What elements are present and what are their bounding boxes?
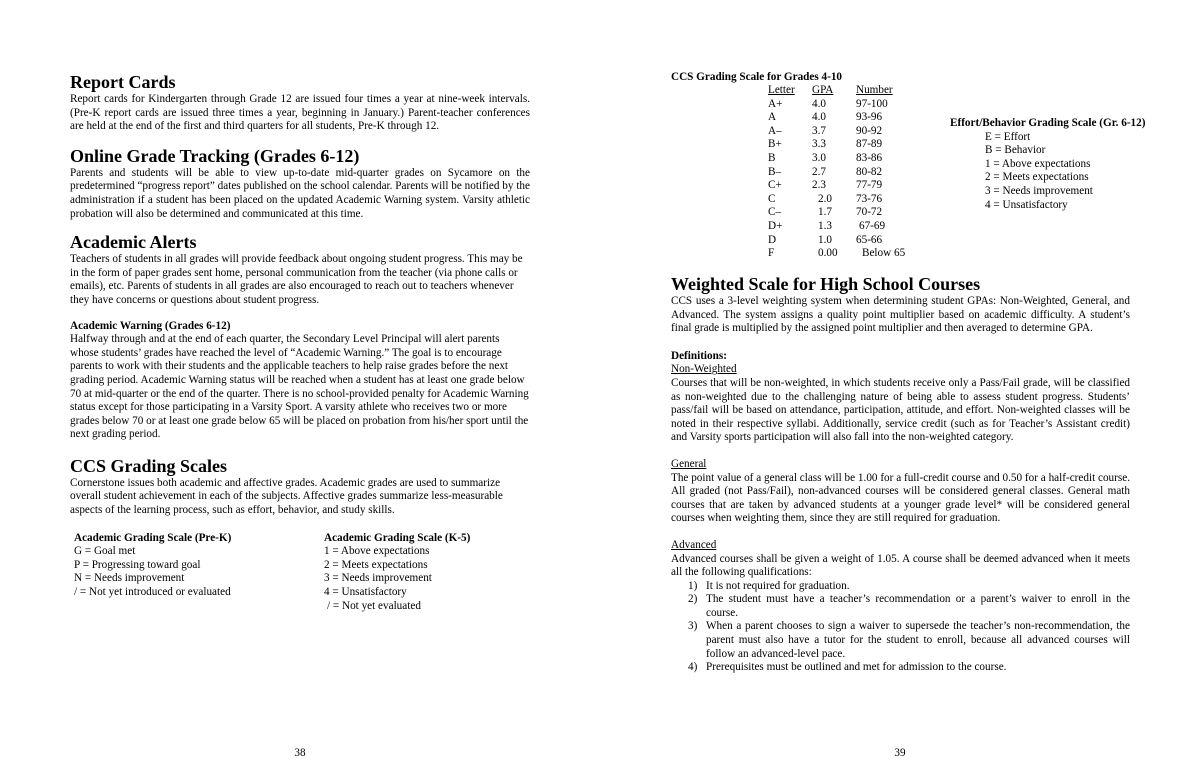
- k5-scale-item: 1 = Above expectations: [324, 545, 430, 558]
- grading-scales-body: Cornerstone issues both academic and affective grades. Academic grades are used to summarize overall student achievement in each of the subjects. Affective grades summarize less-measurable aspects of the learning process, such as effort, behavior, and study skills.: [70, 476, 503, 517]
- academic-warning-body: Halfway through and at the end of each quarter, the Secondary Level Principal will alert parents whose students’ grades have reached the level of “Academic Warning.” The goal is to encourage parents to work with their students and the applicable teachers to help raise grades before the next grading period. Academic Warning status will be reached when a student has at least one grade below 70 at mid-quarter or the end of the quarter. There is no school-provided penalty for Academic Warning status except for those participating in a Varsity Sport. A varsity athlete who receives two or more grades below 70 or at least one grade below 65 will be placed on probation from his/her sport until the next grading period.: [70, 333, 529, 441]
- column-header: Number: [856, 84, 893, 96]
- table-row: [768, 220, 905, 234]
- table-row: [768, 193, 905, 207]
- table-row: [768, 206, 905, 220]
- effort-scale-item: 1 = Above expectations: [985, 157, 1091, 170]
- letter-cell: A: [768, 111, 777, 124]
- number-cell: 83-86: [856, 151, 883, 164]
- table-row: [768, 111, 905, 125]
- list-text: The student must have a teacher’s recommendation or a parent’s waiver to enroll in the course.: [706, 593, 1130, 619]
- k5-scale-item: 4 = Unsatisfactory: [324, 586, 407, 599]
- number-cell: 97-100: [856, 97, 888, 110]
- column-header: Letter: [768, 84, 795, 96]
- number-cell: 70-72: [856, 206, 883, 219]
- table-row: [768, 138, 905, 152]
- prek-scale-item: P = Progressing toward goal: [74, 558, 201, 571]
- grading-scales-heading: CCS Grading Scales: [70, 455, 228, 476]
- table-header-row: [768, 84, 905, 98]
- online-tracking-body: Parents and students will be able to view up-to-date mid-quarter grades on Sycamore on the predetermined “progress report” dates published on the school calendar. Parents will be notified by the administration if a student has been placed on the updated Academic Warning system. Varsity athletic probation will also be determined and communicated at this time.: [70, 166, 530, 220]
- right-page: [600, 0, 1200, 776]
- effort-scale-item: 2 = Meets expectations: [985, 171, 1089, 184]
- letter-cell: D+: [768, 219, 783, 232]
- online-tracking-heading: Online Grade Tracking (Grades 6-12): [70, 145, 360, 166]
- gpa-cell: 1.3: [818, 219, 832, 232]
- prek-scale-item: / = Not yet introduced or evaluated: [74, 586, 231, 599]
- column-header: GPA: [812, 84, 834, 96]
- gpa-cell: 3.0: [812, 151, 826, 164]
- number-cell: Below 65: [862, 247, 906, 260]
- k5-scale-item: 3 = Needs improvement: [324, 572, 432, 585]
- advanced-title: Advanced: [671, 538, 717, 551]
- non-weighted-body: Courses that will be non-weighted, in which students receive only a Pass/Fail grade, will be classified as non-weighted due to the challenging nature of being able to assess student progress. Students’ pass/fail will be based on attendance, participation, attitude, and effort. Non-weighted classes will be noted in their respective syllabi. Additionally, service credit (such as for Teacher’s Assistant credit) and Varsity sports participation will also fall into the non-weighted category.: [671, 376, 1130, 444]
- effort-scale: [950, 117, 1170, 212]
- k5-scale-item: / = Not yet evaluated: [327, 599, 421, 612]
- number-cell: 65-66: [856, 233, 883, 246]
- gpa-cell: 4.0: [812, 97, 826, 110]
- report-cards-body: Report cards for Kindergarten through Grade 12 are issued four times a year at nine-week intervals. (Pre-K report cards are issued three times a year, beginning in January.) Parent-teacher conferences are held at the end of the first and third quarters for all students, Pre-K through 12.: [70, 93, 530, 133]
- list-text: It is not required for graduation.: [706, 579, 850, 592]
- gpa-cell: 2.7: [812, 165, 826, 178]
- table-row: [768, 125, 905, 139]
- effort-scale-item: 4 = Unsatisfactory: [985, 198, 1068, 211]
- table-row: [768, 247, 905, 261]
- letter-cell: B–: [768, 165, 782, 178]
- list-item: [671, 620, 1130, 661]
- letter-cell: B+: [768, 138, 782, 151]
- letter-cell: C+: [768, 179, 782, 192]
- list-number: 2): [688, 593, 698, 606]
- list-number: 4): [688, 661, 698, 674]
- letter-cell: B: [768, 151, 776, 164]
- gpa-cell: 3.7: [812, 124, 826, 137]
- table-row: [768, 166, 905, 180]
- gpa-cell: 0.00: [818, 247, 838, 260]
- gpa-cell: 3.3: [812, 138, 826, 151]
- list-number: 1): [688, 579, 698, 592]
- non-weighted-title: Non-Weighted: [671, 363, 737, 376]
- advanced-body: Advanced courses shall be given a weight of 1.05. A course shall be deemed advanced when it meets all the following qualifications:: [671, 552, 1130, 579]
- general-title: General: [671, 457, 707, 470]
- prek-scale: [74, 532, 314, 600]
- letter-cell: C: [768, 192, 776, 205]
- academic-alerts-body: Teachers of students in all grades will provide feedback about ongoing student progress. This may be in the form of paper grades sent home, personal communication from the teacher (via phone calls or emails), etc. Parents of students in all grades are also encouraged to reach out to teachers whenever they have concerns or questions about student progress.: [70, 253, 523, 306]
- advanced-qualifications-list: [671, 580, 1130, 675]
- page-number: 38: [294, 747, 306, 759]
- academic-warning-heading: Academic Warning (Grades 6-12): [70, 319, 231, 332]
- number-cell: 73-76: [856, 192, 883, 205]
- number-cell: 93-96: [856, 111, 883, 124]
- grading-scale-table: [768, 84, 905, 261]
- gpa-cell: 1.0: [818, 233, 832, 246]
- gpa-cell: 4.0: [812, 111, 826, 124]
- academic-alerts-heading: Academic Alerts: [70, 232, 197, 253]
- list-item: [671, 593, 1130, 620]
- page-number: 39: [894, 747, 906, 759]
- weighted-body: CCS uses a 3-level weighting system when determining student GPAs: Non-Weighted, General, and Advanced. The system assigns a quality point multiplier based on academic difficulty. A student’s final grade is multiplied by the assigned point multiplier and then averaged to determine GPA.: [671, 295, 1130, 335]
- number-cell: 67-69: [859, 219, 886, 232]
- scales-block: [70, 532, 530, 612]
- gpa-cell: 1.7: [818, 206, 832, 219]
- letter-cell: F: [768, 247, 775, 260]
- letter-cell: A–: [768, 124, 782, 137]
- table-row: [768, 179, 905, 193]
- list-item: [671, 661, 1130, 675]
- right-column: [671, 273, 1130, 675]
- effort-scale-item: E = Effort: [985, 130, 1031, 143]
- table-row: [768, 234, 905, 248]
- table-row: [768, 98, 905, 112]
- grading-scale-4-10-title: CCS Grading Scale for Grades 4-10: [671, 71, 843, 83]
- general-body: The point value of a general class will be 1.00 for a full-credit course and 0.50 for a half-credit course. All graded (not Pass/Fail), non-advanced courses will be considered general classes. General math courses that are taken by advanced students at a younger grade level* will be considered general courses when weighting them, since they are still required for graduation.: [671, 471, 1130, 525]
- k5-scale-title: Academic Grading Scale (K-5): [324, 531, 471, 544]
- k5-scale-item: 2 = Meets expectations: [324, 558, 428, 571]
- gpa-cell: 2.3: [812, 179, 826, 192]
- letter-cell: A+: [768, 97, 783, 110]
- effort-scale-item: 3 = Needs improvement: [985, 184, 1093, 197]
- list-number: 3): [688, 620, 698, 633]
- table-row: [768, 152, 905, 166]
- left-column: [70, 71, 530, 612]
- prek-scale-item: N = Needs improvement: [74, 572, 185, 585]
- k5-scale: [324, 532, 524, 614]
- list-text: When a parent chooses to sign a waiver to supersede the teacher’s non-recommendation, the parent must also have a tutor for the student to enroll, because all advanced courses will follow an advanced-level pace.: [706, 620, 1130, 660]
- weighted-heading: Weighted Scale for High School Courses: [671, 274, 981, 294]
- definitions-label: Definitions:: [671, 349, 727, 362]
- report-cards-heading: Report Cards: [70, 72, 176, 92]
- prek-scale-item: G = Goal met: [74, 545, 136, 558]
- list-text: Prerequisites must be outlined and met for admission to the course.: [706, 661, 1007, 674]
- letter-cell: D: [768, 233, 777, 246]
- effort-scale-item: B = Behavior: [985, 144, 1046, 157]
- letter-cell: C–: [768, 206, 782, 219]
- number-cell: 87-89: [856, 138, 883, 151]
- prek-scale-title: Academic Grading Scale (Pre-K): [74, 531, 232, 544]
- number-cell: 77-79: [856, 179, 883, 192]
- number-cell: 90-92: [856, 124, 883, 137]
- number-cell: 80-82: [856, 165, 883, 178]
- list-item: [671, 580, 1130, 594]
- effort-scale-title: Effort/Behavior Grading Scale (Gr. 6-12): [950, 117, 1146, 129]
- gpa-cell: 2.0: [818, 192, 832, 205]
